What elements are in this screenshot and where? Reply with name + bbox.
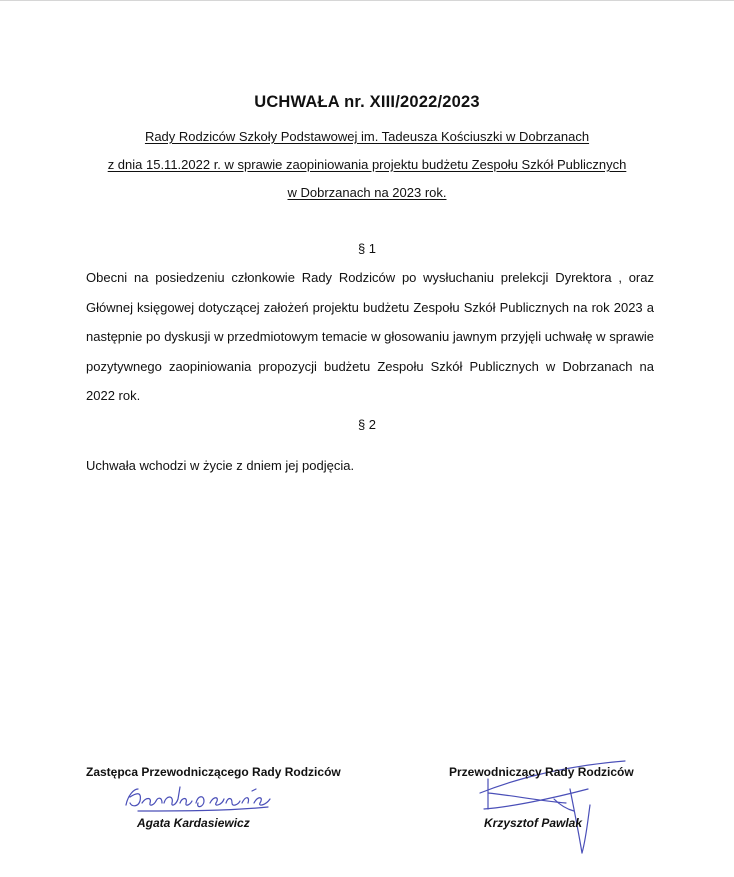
- signatory-right-role: Przewodniczący Rady Rodziców: [449, 765, 634, 779]
- section-2-mark: § 2: [357, 417, 377, 432]
- subtitle-line-1: Rady Rodziców Szkoły Podstawowej im. Tadeusza Kościuszki w Dobrzanach: [144, 129, 590, 144]
- resolution-title: UCHWAŁA nr. XIII/2022/2023: [254, 93, 480, 111]
- signatory-left-name: Agata Kardasiewicz: [137, 816, 250, 830]
- subtitle-line-2: z dnia 15.11.2022 r. w sprawie zaopiniowania projektu budżetu Zespołu Szkół Publicznych: [107, 157, 627, 172]
- signatory-right-name: Krzysztof Pawlak: [484, 816, 583, 830]
- signatory-left-role: Zastępca Przewodniczącego Rady Rodziców: [86, 765, 341, 779]
- section-2-text: Uchwała wchodzi w życie z dniem jej podjęcia.: [86, 458, 355, 473]
- section-1-mark: § 1: [357, 241, 377, 256]
- subtitle-line-3: w Dobrzanach na 2023 rok.: [287, 185, 447, 200]
- section-1-text: Obecni na posiedzeniu członkowie Rady Rodziców po wysłuchaniu prelekcji Dyrektora , oraz Głównej księgowej dotyczącej założeń projektu budżetu Zespołu Szkół Publicznych na rok 2023 a następnie po dyskusji w przedmiotowym temacie w głosowaniu jawnym przyjęli uchwałę w sprawie pozytywnego zaopiniowania propozycji budżetu Zespołu Szkół Publicznych w Dobrzanach na 2022 rok.: [86, 270, 654, 403]
- signature-left: [118, 781, 278, 817]
